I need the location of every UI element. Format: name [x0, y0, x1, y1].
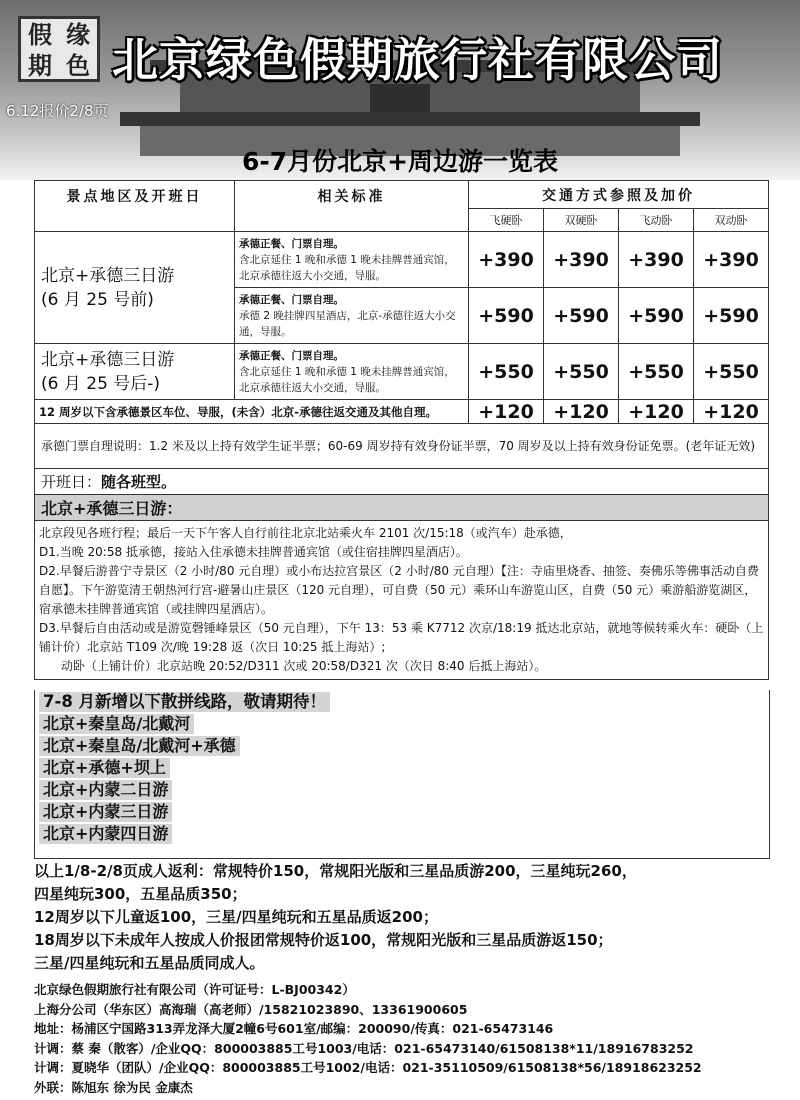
- itinerary-line: D2.早餐后游普宁寺景区（2 小时/80 元自理）或小布达拉宫景区（2 小时/80 元自理）【注：寺庙里烧香、抽签、奏佛乐等佛事活动自费自愿】。下午游览清王朝热河行宫-避暑山庄景区（120 元自理），可自费（50 元）乘环山车游览山区，自费（50 元）乘游船游览湖区，宿承德未挂牌普通宾馆（或挂牌四星酒店）。: [39, 564, 759, 616]
- standard-bold: 承德正餐、门票自理。: [239, 349, 344, 362]
- price-cell: +390: [544, 232, 619, 288]
- price-cell: +120: [469, 400, 544, 424]
- company-logo: [18, 16, 100, 82]
- tour-name-cell: [35, 232, 235, 344]
- contact-line: 外联：陈旭东 徐为民 金康杰: [34, 1079, 193, 1095]
- logo-char: 假: [28, 20, 52, 49]
- new-route-item: 北京+内蒙四日游: [39, 824, 172, 844]
- logo-char: 期: [28, 51, 52, 80]
- transport-col: 飞动卧: [619, 209, 694, 232]
- price-cell: +390: [619, 232, 694, 288]
- contact-line: 计调：夏晓华（团队）/企业QQ：800003885工号1002/电话：021-35110509/61508138*56/18918623252: [34, 1060, 702, 1075]
- price-cell: +120: [619, 400, 694, 424]
- itinerary-line: D1.当晚 20:58 抵承德，接站入住承德未挂牌普通宾馆（或住宿挂牌四星酒店）。: [39, 545, 468, 559]
- rebate-line: 三星/四星纯玩和五星品质同成人。: [34, 954, 265, 972]
- itinerary-line: 动卧（上铺计价）北京站晚 20:52/D311 次或 20:58/D321 次（次日 8:40 后抵上海站）。: [61, 659, 547, 673]
- contact-line: 计调：蔡 秦（散客）/企业QQ：800003885工号1003/电话：021-65473140/61508138*11/18916783252: [34, 1040, 694, 1056]
- price-cell: +590: [544, 288, 619, 344]
- price-cell: +550: [694, 344, 769, 400]
- standard-bold: 承德正餐、门票自理。: [239, 237, 344, 250]
- price-note: 6.12报价2/8页: [6, 102, 109, 120]
- rebate-line: 四星纯玩300，五星品质350；: [34, 885, 247, 903]
- child-note: 12 周岁以下含承德景区车位、导服，(未含）北京-承德往返交通及其他自理。: [35, 400, 469, 424]
- header-transport: 交通方式参照及加价: [469, 181, 769, 209]
- price-cell: +550: [469, 344, 544, 400]
- tour-date: (6 月 25 号前): [41, 289, 154, 310]
- new-route-item: 北京+秦皇岛/北戴河: [39, 714, 194, 734]
- price-cell: +120: [694, 400, 769, 424]
- logo-char: 色: [66, 51, 90, 80]
- new-route-item: 北京+秦皇岛/北戴河+承德: [39, 736, 240, 756]
- rebate-line: 12周岁以下儿童返100，三星/四星纯玩和五星品质返200；: [34, 908, 438, 926]
- transport-col: 双动卧: [694, 209, 769, 232]
- standard-text: 含北京延住 1 晚和承德 1 晚未挂牌普通宾馆，北京承德往返大小交通，导服。: [239, 365, 455, 394]
- schedule-label: 开班日：: [41, 473, 102, 491]
- standard-bold: 承德正餐、门票自理。: [239, 293, 344, 306]
- header-region: 景点地区及开班日: [35, 181, 235, 232]
- logo-char: 缘: [66, 20, 90, 49]
- itinerary-title: 北京+承德三日游：: [35, 495, 769, 521]
- price-cell: +590: [694, 288, 769, 344]
- contact-line: 上海分公司（华东区）高海瑞（高老师）/15821023890、13361900605: [34, 1001, 468, 1017]
- itinerary-body: [35, 521, 769, 680]
- itinerary-line: D3.早餐后自由活动或是游览磬锤峰景区（50 元自理），下午 13：53 乘 K7712 次京/18:19 抵达北京站，就地等候转乘火车：硬卧（上铺计价）北京站 T109 次/晚 19:28 返（次日 10:25 抵上海站）;: [39, 621, 764, 654]
- new-routes-heading: 7-8 月新增以下散拼线路，敬请期待！: [39, 692, 330, 712]
- tour-name: 北京+承德三日游: [41, 349, 175, 370]
- contact-line: 地址：杨浦区宁国路313弄龙泽大厦2幢6号601室/邮编：200090/传真：021-65473146: [34, 1021, 554, 1036]
- price-cell: +550: [544, 344, 619, 400]
- price-cell: +120: [544, 400, 619, 424]
- rebate-section: [34, 860, 784, 975]
- schedule-value: 随各班型。: [101, 473, 177, 491]
- standard-cell: [235, 288, 469, 344]
- new-route-item: 北京+内蒙三日游: [39, 802, 172, 822]
- tour-name-cell: [35, 344, 235, 400]
- price-cell: +590: [469, 288, 544, 344]
- schedule-row: [35, 469, 769, 495]
- standard-cell: [235, 344, 469, 400]
- header-standard: 相关标准: [235, 181, 469, 232]
- transport-col: 飞硬卧: [469, 209, 544, 232]
- new-route-item: 北京+承德+坝上: [39, 758, 170, 778]
- contact-line: 北京绿色假期旅行社有限公司（许可证号：L-BJ00342）: [34, 982, 355, 997]
- new-route-item: 北京+内蒙二日游: [39, 780, 172, 800]
- price-cell: +590: [619, 288, 694, 344]
- price-cell: +390: [469, 232, 544, 288]
- new-routes: [34, 690, 770, 859]
- company-name: 北京绿色假期旅行社有限公司: [112, 33, 723, 87]
- standard-cell: [235, 232, 469, 288]
- page-title: 6-7月份北京+周边游一览表: [241, 147, 559, 176]
- tour-date: (6 月 25 号后-): [41, 373, 161, 394]
- standard-text: 承德 2 晚挂牌四星酒店，北京-承德往返大小交通，导服。: [239, 309, 456, 338]
- itinerary-line: 北京段见各班行程；最后一天下午客人自行前往北京北站乘火车 2101 次/15:18（或汽车）赴承德，: [39, 526, 572, 540]
- transport-col: 双硬卧: [544, 209, 619, 232]
- rebate-line: 18周岁以下未成年人按成人价报团常规特价返100，常规阳光版和三星品质游返150；: [34, 931, 613, 949]
- standard-text: 含北京延住 1 晚和承德 1 晚未挂牌普通宾馆，北京承德往返大小交通，导服。: [239, 253, 455, 282]
- price-cell: +550: [619, 344, 694, 400]
- contact-section: [34, 980, 794, 1097]
- price-cell: +390: [694, 232, 769, 288]
- tour-name: 北京+承德三日游: [41, 265, 175, 286]
- ticket-note: 承德门票自理说明：1.2 米及以上持有效学生证半票；60-69 周岁持有效身份证半票，70 周岁及以上持有效身份证免票。(老年证无效): [35, 424, 769, 469]
- tour-price-table: [34, 180, 769, 680]
- rebate-line: 以上1/8-2/8页成人返利：常规特价150，常规阳光版和三星品质游200，三星纯玩260，: [34, 862, 637, 880]
